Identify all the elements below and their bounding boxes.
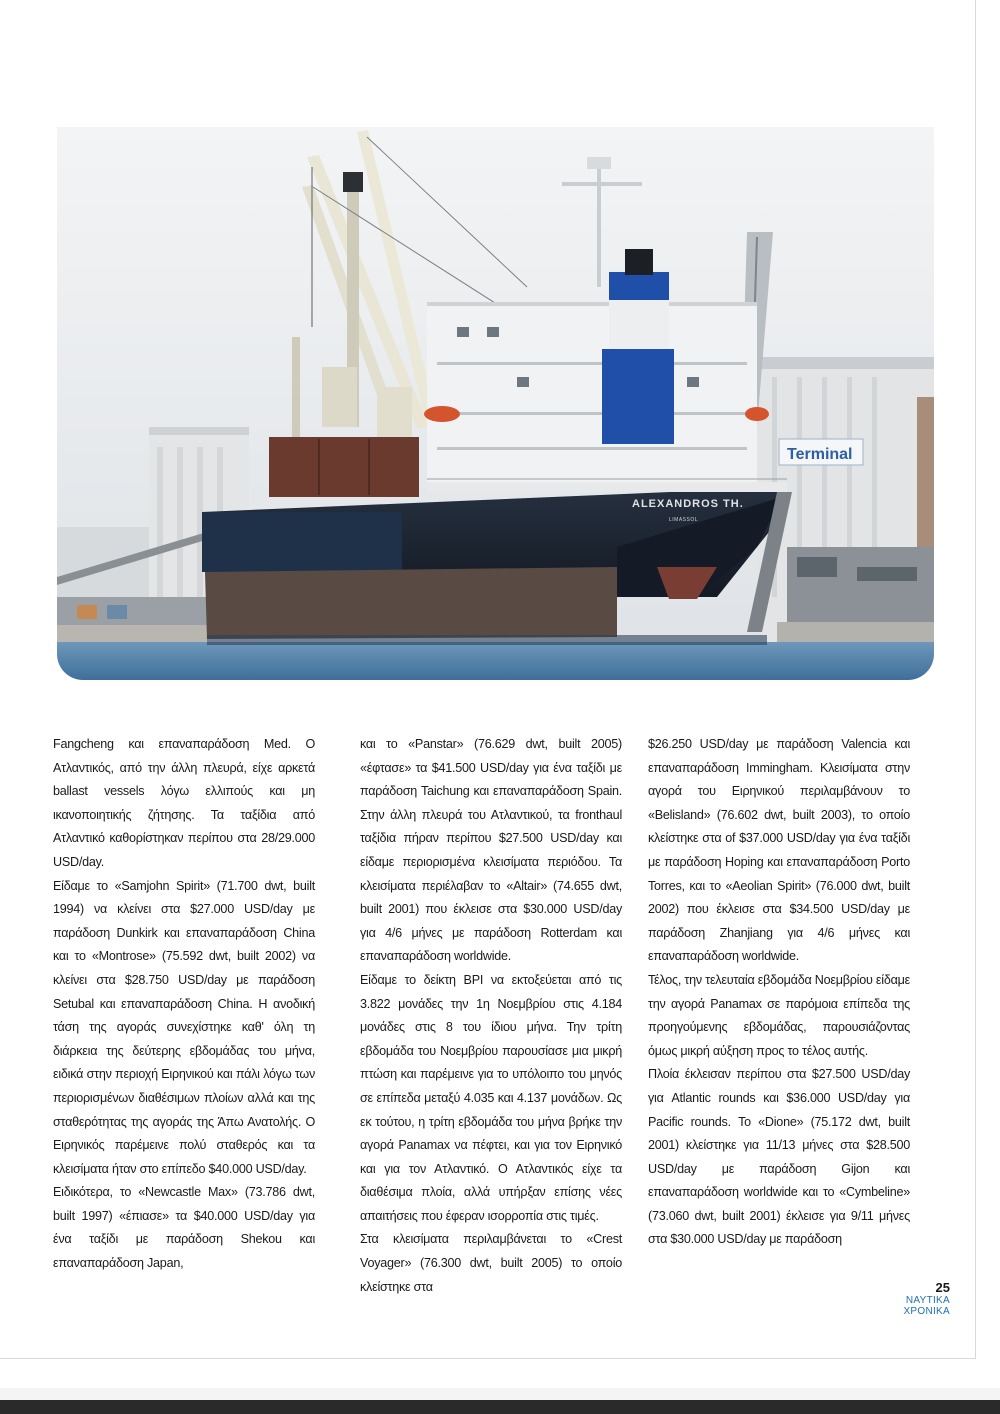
article-column-2 xyxy=(360,733,622,1299)
terminal-sign: Terminal xyxy=(787,446,853,463)
funnel-band xyxy=(602,349,674,444)
magazine-name-line-1: ΝΑΥΤΙΚΑ xyxy=(905,1295,950,1306)
page-number: 25 xyxy=(935,1280,950,1295)
magazine-name-line-2: ΧΡΟΝΙΚΑ xyxy=(903,1306,950,1317)
paragraph: Fangcheng και επαναπαράδοση Med. Ο Ατλαντικός, από την άλλη πλευρά, είχε αρκετά ballast vessels λόγω ελλιπούς και μη ικανοποιητικής ζήτησης. Τα ταξίδια από Ατλαντικό καθορίστηκαν περίπου στα 28/29.000 USD/day. xyxy=(53,737,315,869)
scan-edge xyxy=(0,1400,1000,1414)
paragraph: Τέλος, την τελευταία εβδομάδα Νοεμβρίου είδαμε την αγορά Panamax σε παρόμοια επίπεδα της προηγούμενης εβδομάδας, παρουσιάζοντας όμως μικρή αύξηση προς το τέλος αυτής. xyxy=(648,972,910,1058)
sea xyxy=(57,642,934,680)
paragraph: Ειδικότερα, το «Newcastle Max» (73.786 dwt, built 1997) «έπιασε» τα $40.000 USD/day για ένα ταξίδι με παράδοση Shekou και επαναπαράδοση Japan, xyxy=(53,1185,315,1271)
article-column-3 xyxy=(648,733,910,1252)
ship-photo xyxy=(57,127,934,680)
paragraph: $26.250 USD/day με παράδοση Valencia και επαναπαράδοση Immingham. Κλεισίματα στην αγορά του Ειρηνικού περιλαμβάνουν το «Belisland» (76.602 dwt, built 2003), το οποίο κλείστηκε στα of $37.000 USD/day για ένα ταξίδι με παράδοση Hoping και επαναπαράδοση Porto Torres, και το «Aeolian Spirit» (76.000 dwt, built 2002) που έκλεισε στα $34.500 USD/day με παράδοση Zhanjiang για 4/6 μήνες και επαναπαράδοση worldwide. xyxy=(648,737,910,964)
funnel-top xyxy=(609,272,669,300)
port-of-registry-lettering: LIMASSOL xyxy=(669,517,699,523)
scan-margin xyxy=(0,1388,1000,1400)
hull-waterline-red xyxy=(205,567,617,639)
paragraph: Πλοία έκλεισαν περίπου στα $27.500 USD/day για Atlantic rounds και $36.000 USD/day για Pacific rounds. Το «Dione» (75.172 dwt, built 2001) κλείστηκε για 11/13 μήνες στα $28.500 USD/day με παράδοση Gijon και επαναπαράδοση worldwide και το «Cymbeline» (73.060 dwt, built 2001) έκλεισε για 9/11 μήνες στα $30.000 USD/day με παράδοση xyxy=(648,1067,910,1247)
paragraph: Είδαμε το δείκτη BPI να εκτοξεύεται από τις 3.822 μονάδες την 1η Νοεμβρίου στις 4.184 μονάδες στις 8 του ίδιου μήνα. Την τρίτη εβδομάδα του Νοεμβρίου παρουσίασε μια μικρή πτώση και παρέμεινε για το υπόλοιπο του μηνός σε επίπεδα μεταξύ 4.035 και 4.137 μονάδων. Ως εκ τούτου, η τρίτη εβδομάδα του μήνα βρήκε την αγορά Panamax να πέφτει, και για τον Ειρηνικό και για τον Ατλαντικό. Ο Ατλαντικός είχε τα διαθέσιμα πλοία, αλλά υπήρξαν επίσης νέες απαιτήσεις που έφεραν ισορροπία στις τιμές. xyxy=(360,972,622,1223)
ship-name-lettering: ALEXANDROS TH. xyxy=(632,498,744,510)
hatch-covers xyxy=(269,437,419,497)
paragraph: Είδαμε το «Samjohn Spirit» (71.700 dwt, built 1994) να κλείνει στα $27.000 USD/day με παράδοση Dunkirk και επαναπαράδοση China και το «Montrose» (75.592 dwt, built 2002) να κλείνει στα $28.750 USD/day με παράδοση Setubal και επαναπαράδοση China. Η ανοδική τάση της αγοράς συνεχίστηκε καθ' όλη τη διάρκεια της δεύτερης εβδομάδας του μήνα, ειδικά στην περιοχή Ειρηνικού και πάλι λόγω των περιορισμένων διαθέσιμων πλοίων αλλά και της σταθερότητας της αγοράς της Άπω Ανατολής. Ο Ειρηνικός παρέμεινε πολύ σταθερός και τα κλεισίματα ήταν στο επίπεδο $40.000 USD/day. xyxy=(53,878,315,1176)
article-column-1 xyxy=(53,733,315,1276)
page-footer xyxy=(880,1280,950,1317)
paragraph: Στα κλεισίματα περιλαμβάνεται το «Crest Voyager» (76.300 dwt, built 2005) το οποίο κλείστηκε στα xyxy=(360,1232,622,1294)
paragraph: και το «Panstar» (76.629 dwt, built 2005) «έφτασε» τα $41.500 USD/day για ένα ταξίδι με παράδοση Taichung και επαναπαράδοση Spain. Στην άλλη πλευρά του Ατλαντικού, τα fronthaul ταξίδια πήραν περίπου $27.500 USD/day και είδαμε περιορισμένα κλεισίματα περιόδου. Τα κλεισίματα περιέλαβαν το «Altair» (74.655 dwt, built 2001) που έκλεισε στα $30.000 USD/day για 4/6 μήνες με παράδοση Rotterdam και επαναπαράδοση worldwide. xyxy=(360,737,622,964)
